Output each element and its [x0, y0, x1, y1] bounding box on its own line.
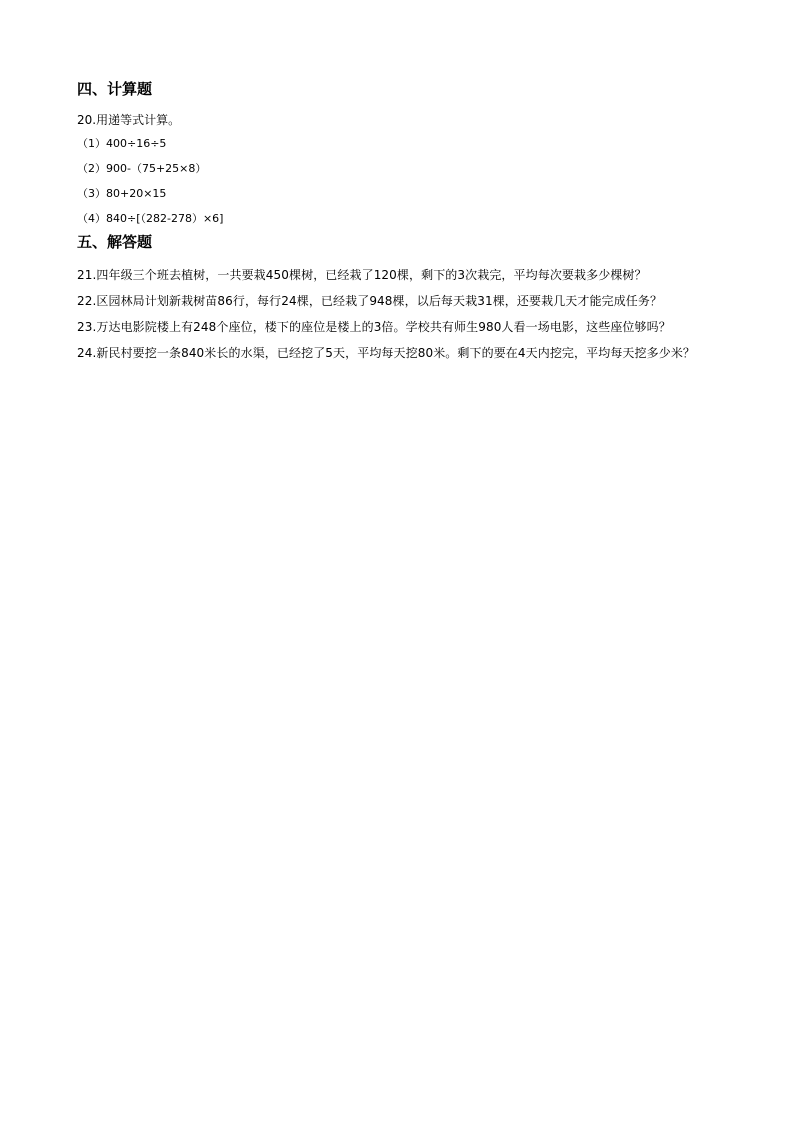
question-20-items — [77, 135, 722, 228]
document-page — [77, 76, 722, 365]
question-22: 22.区园林局计划新栽树苗86行，每行24棵，已经栽了948棵，以后每天栽31棵，还要栽几天才能完成任务？ — [77, 294, 663, 308]
question-20-item-3: （3）80+20×15 — [77, 187, 167, 200]
question-23: 23.万达电影院楼上有248个座位，楼下的座位是楼上的3倍。学校共有师生980人看一场电影，这些座位够吗？ — [77, 320, 671, 334]
section-title-calculation: 四、计算题 — [77, 80, 153, 98]
question-20-stem: 20.用递等式计算。 — [77, 113, 181, 127]
question-24: 24.新民村要挖一条840米长的水渠，已经挖了5天，平均每天挖80米。剩下的要在4天内挖完，平均每天挖多少米？ — [77, 346, 696, 360]
section-title-word-problems: 五、解答题 — [77, 233, 153, 251]
question-20-item-4: （4）840÷[（282-278）×6] — [77, 212, 224, 225]
question-20-item-1: （1）400÷16÷5 — [77, 137, 167, 150]
question-21: 21.四年级三个班去植树，一共要栽450棵树，已经栽了120棵，剩下的3次栽完，平均每次要栽多少棵树？ — [77, 268, 647, 282]
question-20-item-2: （2）900-（75+25×8） — [77, 162, 207, 175]
